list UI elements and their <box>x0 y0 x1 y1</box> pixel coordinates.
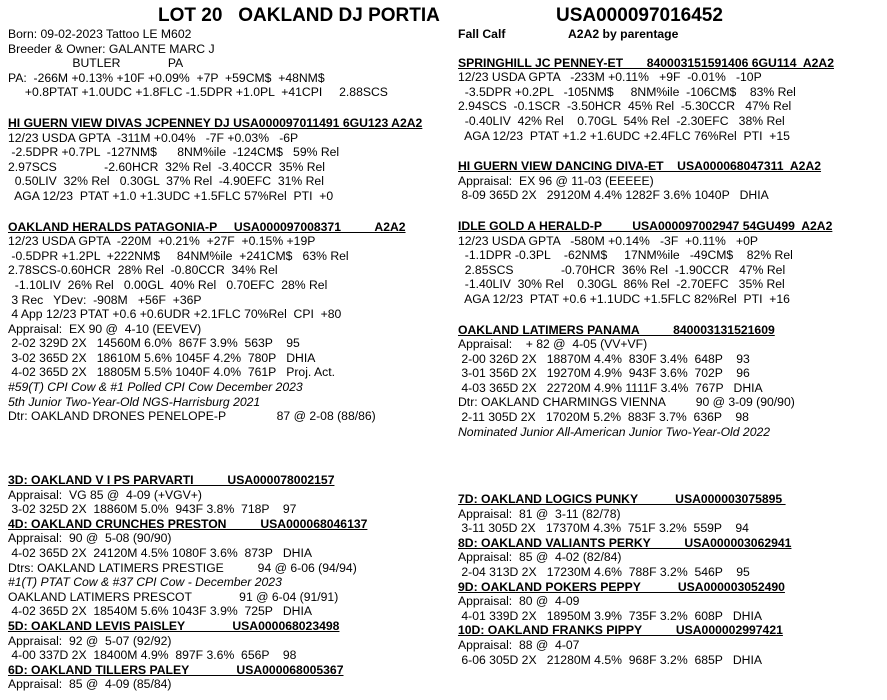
sire-line: AGA 12/23 PTAT +1.0 +1.3UDC +1.5FLC 57%Rel PTI +0 <box>8 188 334 203</box>
dam-dam-line: Appraisal: + 82 @ 4-05 (VV+VF) <box>458 337 648 352</box>
dam-sire-line: 12/23 USDA GPTA -580M +0.14% -3F +0.11% +0P <box>458 233 758 248</box>
sire-dam-section <box>458 56 887 144</box>
dam-line: 3-02 365D 2X 18610M 5.6% 1045F 4.2% 780P DHIA <box>8 350 316 365</box>
sire-line: -2.5DPR +0.7PL -127NM$ 8NM%ile -124CM$ 59% Rel <box>8 145 340 160</box>
born-line: Born: 09-02-2023 Tattoo LE M602 <box>8 27 192 41</box>
dam-10d-line: 6-06 305D 2X 21280M 4.5% 968F 3.2% 685P DHIA <box>458 652 762 667</box>
dam-line: 4 App 12/23 PTAT +0.6 +0.6UDR +2.1FLC 70%Rel CPI +80 <box>8 307 342 322</box>
dam-8d-line: 2-04 313D 2X 17230M 4.6% 788F 3.2% 546P 95 <box>458 564 750 579</box>
sire-line: 12/23 USDA GPTA -311M +0.04% -7F +0.03% -6P <box>8 130 299 145</box>
dam-section <box>8 220 448 424</box>
dam-sire-section <box>458 219 887 307</box>
dam-sire-line: -1.1DPR -0.3PL -62NM$ 17NM%ile -49CM$ 82% Rel <box>458 248 793 263</box>
dam-sire-line: AGA 12/23 PTAT +0.6 +1.1UDC +1.5FLC 82%Rel PTI +16 <box>458 291 790 306</box>
dam-6d-title: 6D: OAKLAND TILLERS PALEY USA000068005367 <box>8 662 344 677</box>
fall-calf-label: Fall Calf <box>458 27 506 41</box>
dam-dam-section <box>458 323 887 440</box>
sire-dam-line: 2.94SCS -0.1SCR -3.50HCR 45% Rel -5.30CCR 47% Rel <box>458 99 792 114</box>
dam-9d-line: 4-01 339D 2X 18950M 3.9% 735F 3.2% 608P DHIA <box>458 608 762 623</box>
sire-line: 0.50LIV 32% Rel 0.30GL 37% Rel -4.90EFC 31% Rel <box>8 174 324 189</box>
sire-section <box>8 116 448 204</box>
dam-dam-honor: Nominated Junior All-American Junior Two-Year-Old 2022 <box>458 424 771 439</box>
location-line: BUTLER PA <box>8 56 184 71</box>
sire-dam-line: -3.5DPR +0.2PL -105NM$ 8NM%ile -106CM$ 83% Rel <box>458 84 796 99</box>
dam-8d-line: Appraisal: 85 @ 4-02 (82/84) <box>458 550 622 565</box>
lot-title: LOT 20 OAKLAND DJ PORTIA <box>158 5 440 26</box>
dam-line: 4-02 365D 2X 18805M 5.5% 1040F 4.0% 761P Proj. Act. <box>8 365 336 380</box>
dam-4d-line: Dtrs: OAKLAND LATIMERS PRESTIGE 94 @ 6-06 (94/94) <box>8 560 357 575</box>
dam-9d-line: Appraisal: 80 @ 4-09 <box>458 594 580 609</box>
sire-dam2-line: Appraisal: EX 96 @ 11-03 (EEEEE) <box>458 173 654 188</box>
dam-10d-title: 10D: OAKLAND FRANKS PIPPY USA000002997421 <box>458 623 783 638</box>
sire-dam-line: AGA 12/23 PTAT +1.2 +1.6UDC +2.4FLC 76%Rel PTI +15 <box>458 128 790 143</box>
left-column <box>8 27 448 424</box>
dam-line: -0.5DPR +1.2PL +222NM$ 84NM%ile +241CM$ 63% Rel <box>8 248 349 263</box>
dam-line: 2-02 329D 2X 14560M 6.0% 867F 3.9% 563P 95 <box>8 336 300 351</box>
dam-dam-line: 2-00 326D 2X 18870M 4.4% 830F 3.4% 648P 93 <box>458 351 750 366</box>
dam-8d-title: 8D: OAKLAND VALIANTS PERKY USA000003062941 <box>458 535 792 550</box>
dam-4d-honor: #1(T) PTAT Cow & #37 CPI Cow - December 2023 <box>8 575 282 590</box>
dam-dam-line: Dtr: OAKLAND CHARMINGS VIENNA 90 @ 3-09 (90/90) <box>458 395 795 410</box>
dam-7d-title: 7D: OAKLAND LOGICS PUNKY USA000003075895 <box>458 492 786 506</box>
sire-dam-line: -0.40LIV 42% Rel 0.70GL 54% Rel -2.30EFC 38% Rel <box>458 113 785 128</box>
dam-line: -1.10LIV 26% Rel 0.00GL 40% Rel 0.70EFC 28% Rel <box>8 277 328 292</box>
dam-7d-line: Appraisal: 81 @ 3-11 (82/78) <box>458 506 621 521</box>
dam-4d-line: Appraisal: 90 @ 5-08 (90/90) <box>8 531 172 546</box>
right-dams-block <box>458 492 887 667</box>
sire-dam-title: SPRINGHILL JC PENNEY-ET 840003151591406 6GU114 A2A2 <box>458 55 834 70</box>
dam-line: 2.78SCS-0.60HCR 28% Rel -0.80CCR 34% Rel <box>8 263 278 278</box>
dam-10d-line: Appraisal: 88 @ 4-07 <box>458 637 580 652</box>
left-dams-block <box>8 473 448 692</box>
dam-3d-title: 3D: OAKLAND V I PS PARVARTI USA000078002157 <box>8 473 335 487</box>
a2a2-label: A2A2 by parentage <box>568 27 679 41</box>
dam-sire-line: 2.85SCS -0.70HCR 36% Rel -1.90CCR 47% Rel <box>458 262 786 277</box>
dam-line: Appraisal: EX 90 @ 4-10 (EEVEV) <box>8 321 202 336</box>
dam-sire-title: IDLE GOLD A HERALD-P USA000097002947 54GU499 A2A2 <box>458 218 833 233</box>
right-column <box>458 27 887 439</box>
sire-dam-line: 12/23 USDA GPTA -233M +0.11% +9F -0.01% -10P <box>458 70 762 85</box>
pa-line-2: +0.8PTAT +1.0UDC +1.8FLC -1.5DPR +1.0PL +41CPI 2.88SCS <box>8 85 388 100</box>
dam-3d-line: Appraisal: VG 85 @ 4-09 (+VGV+) <box>8 487 202 502</box>
dam-dam-line: 4-03 365D 2X 22720M 4.9% 1111F 3.4% 767P DHIA <box>458 380 763 395</box>
dam-5d-line: 4-00 337D 2X 18400M 4.9% 897F 3.6% 656P 98 <box>8 648 297 663</box>
dam-dam-line: 2-11 305D 2X 17020M 5.2% 883F 3.7% 636P 98 <box>458 410 749 425</box>
lot-header <box>0 5 887 29</box>
dam-4d-line: OAKLAND LATIMERS PRESCOT 91 @ 6-04 (91/91) <box>8 589 339 604</box>
dam-sire-line: -1.40LIV 30% Rel 0.30GL 86% Rel -2.70EFC 35% Rel <box>458 277 785 292</box>
sire-line: 2.97SCS -2.60HCR 32% Rel -3.40CCR 35% Rel <box>8 159 325 174</box>
sire-title: HI GUERN VIEW DIVAS JCPENNEY DJ USA000097011491 6GU123 A2A2 <box>8 115 423 130</box>
registration-number: USA000097016452 <box>556 5 723 26</box>
dam-line: 3 Rec YDev: -908M +56F +36P <box>8 292 202 307</box>
dam-line: 12/23 USDA GPTA -220M +0.21% +27F +0.15% +19P <box>8 234 316 249</box>
dam-title: OAKLAND HERALDS PATAGONIA-P USA000097008371 A2A2 <box>8 219 406 234</box>
dam-honor: 5th Junior Two-Year-Old NGS-Harrisburg 2021 <box>8 394 261 409</box>
dam-5d-line: Appraisal: 92 @ 5-07 (92/92) <box>8 633 172 648</box>
dam-honor: #59(T) CPI Cow & #1 Polled CPI Cow December 2023 <box>8 380 303 395</box>
calf-status-row <box>458 27 887 42</box>
dam-4d-line: 4-02 365D 2X 18540M 5.6% 1043F 3.9% 725P DHIA <box>8 604 312 619</box>
dam-9d-title: 9D: OAKLAND POKERS PEPPY USA000003052490 <box>458 579 785 594</box>
dam-4d-line: 4-02 365D 2X 24120M 4.5% 1080F 3.6% 873P DHIA <box>8 545 312 560</box>
dam-6d-line: Appraisal: 85 @ 4-09 (85/84) <box>8 677 172 692</box>
sire-dam2-line: 8-09 365D 2X 29120M 4.4% 1282F 3.6% 1040P DHIA <box>458 188 769 203</box>
dam-dam-line: 3-01 356D 2X 19270M 4.9% 943F 3.6% 702P 96 <box>458 366 750 381</box>
dam-dam-title: OAKLAND LATIMERS PANAMA 840003131521609 <box>458 322 775 337</box>
dam-7d-line: 3-11 305D 2X 17370M 4.3% 751F 3.2% 559P 94 <box>458 521 749 536</box>
animal-intro <box>8 27 448 100</box>
sire-dam2-section <box>458 159 887 203</box>
dam-5d-title: 5D: OAKLAND LEVIS PAISLEY USA000068023498 <box>8 618 340 633</box>
sire-dam2-title: HI GUERN VIEW DANCING DIVA-ET USA000068047311 A2A2 <box>458 159 822 174</box>
dam-daughter: Dtr: OAKLAND DRONES PENELOPE-P 87 @ 2-08 (88/86) <box>8 409 376 424</box>
breeder-line: Breeder & Owner: GALANTE MARC J <box>8 41 215 56</box>
dam-4d-title: 4D: OAKLAND CRUNCHES PRESTON USA000068046137 <box>8 516 368 531</box>
pa-line: PA: -266M +0.13% +10F +0.09% +7P +59CM$ +48NM$ <box>8 70 325 85</box>
dam-3d-line: 3-02 325D 2X 18860M 5.0% 943F 3.8% 718P 97 <box>8 502 297 517</box>
